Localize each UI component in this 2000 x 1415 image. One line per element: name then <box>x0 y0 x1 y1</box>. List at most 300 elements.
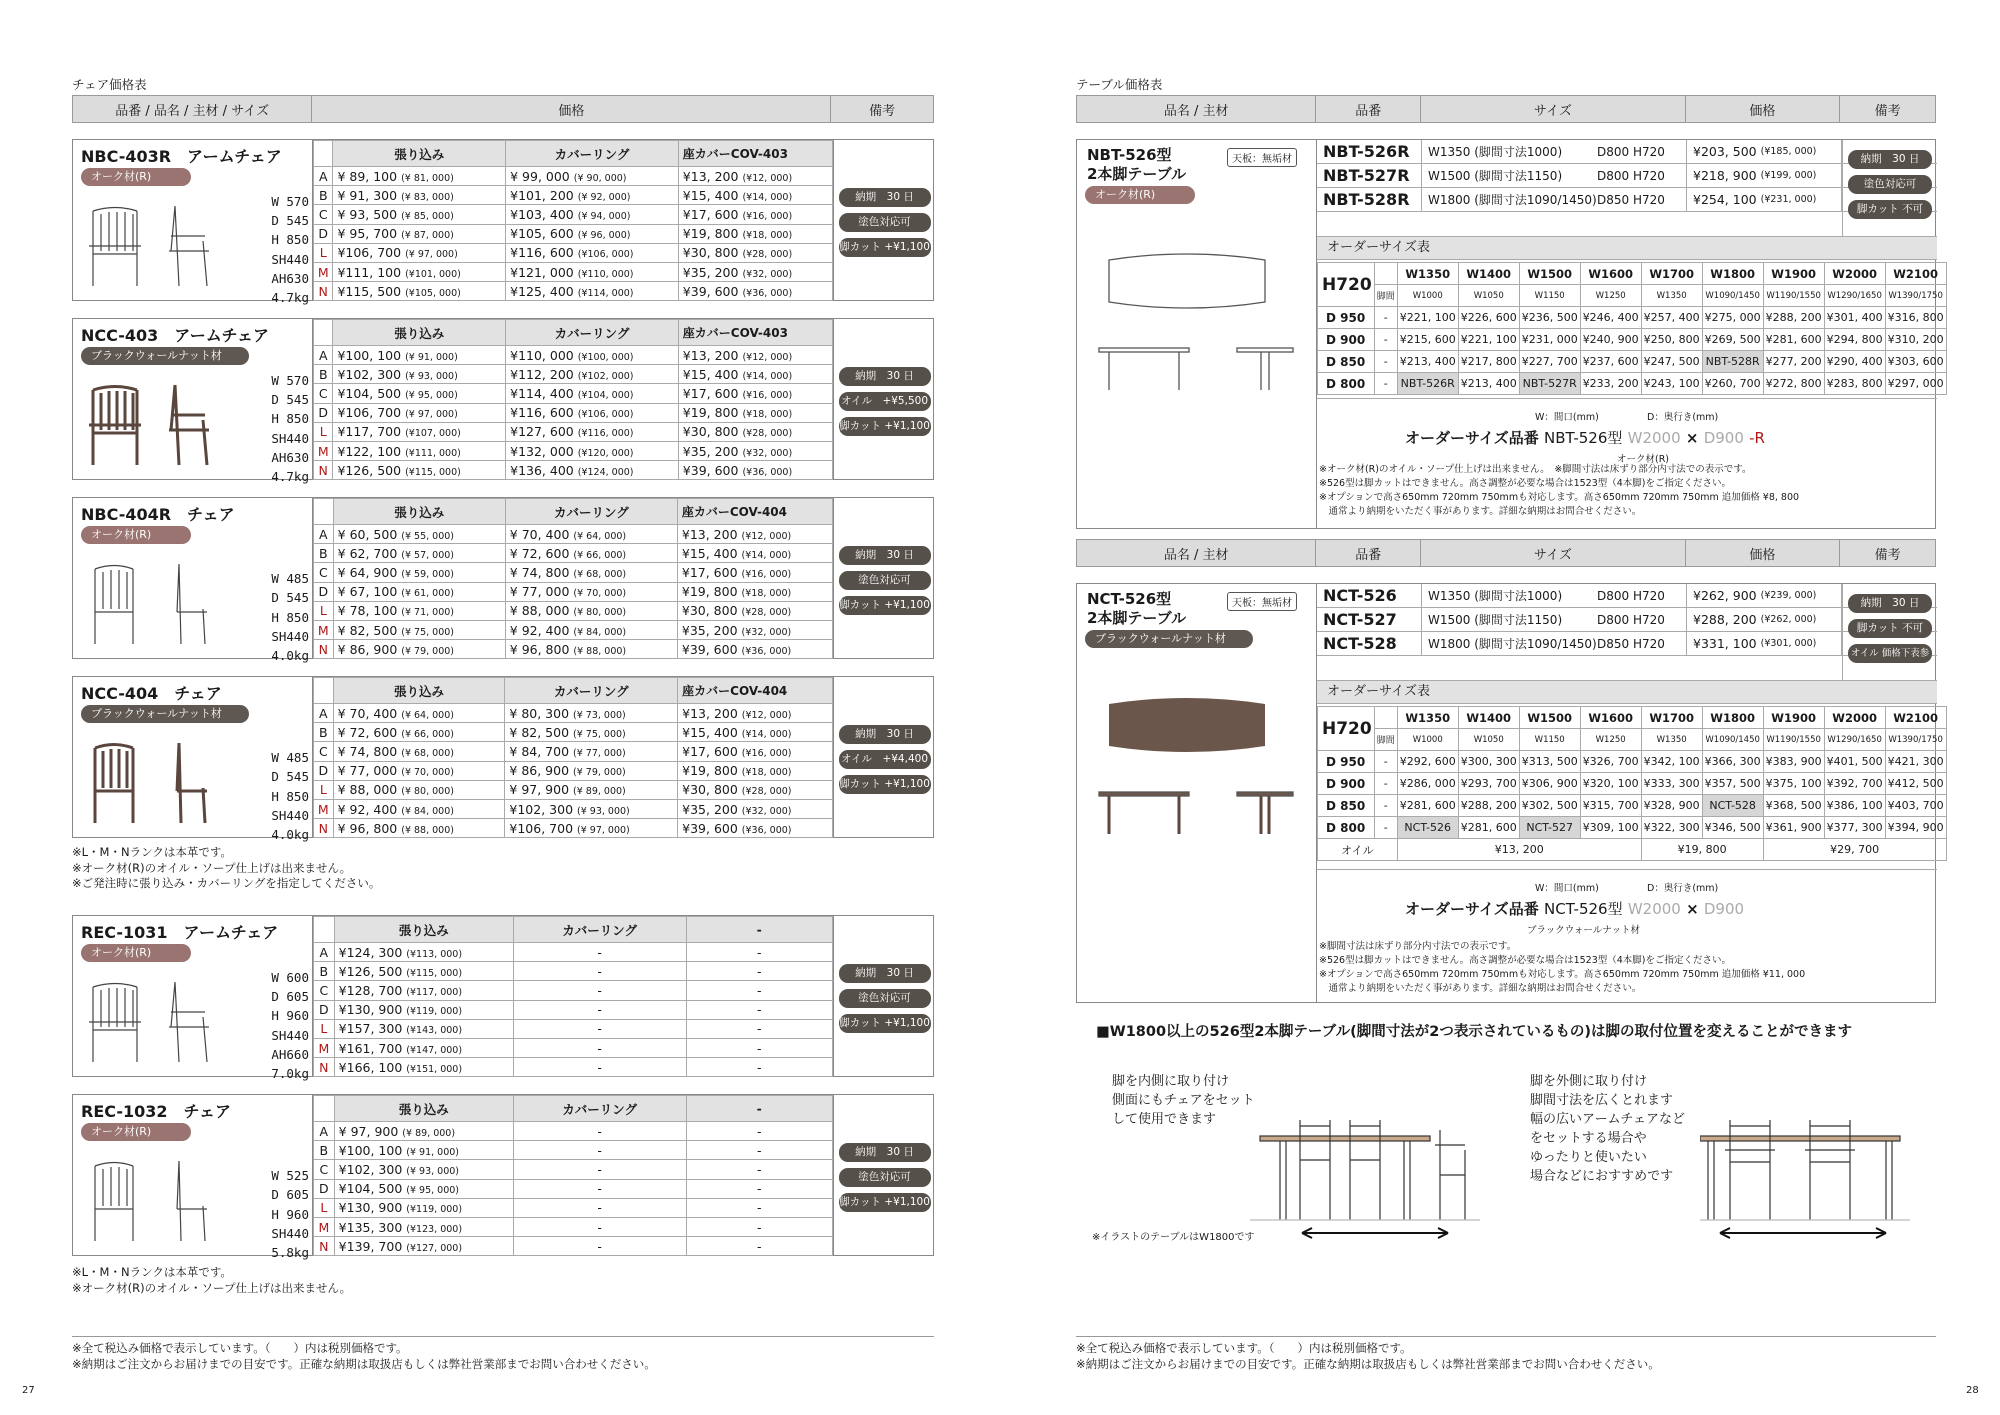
price-ex-tax: (¥ 80, 000) <box>573 607 627 619</box>
chair-illustration <box>83 196 218 296</box>
price: ¥331, 100 <box>1693 636 1757 651</box>
price-ex-tax: (¥ 90, 000) <box>573 172 627 184</box>
note-pill: 脚カット +¥1,100 <box>839 596 931 615</box>
price-row <box>314 544 833 563</box>
material-tag: オーク材(R) <box>81 944 191 962</box>
order-price: ¥236, 500 <box>1519 307 1580 329</box>
table-notes <box>1319 463 1799 519</box>
order-price: ¥290, 400 <box>1824 351 1885 373</box>
order-price: ¥346, 500 <box>1702 817 1763 839</box>
spec-line: D 545 <box>271 590 309 606</box>
price-ex-tax: (¥ 91, 000) <box>405 351 458 363</box>
price: ¥126, 500 <box>338 963 403 979</box>
price-ex-tax: (¥ 70, 000) <box>401 767 454 779</box>
order-price: - <box>1374 373 1397 395</box>
chair-specs <box>243 1166 309 1262</box>
rank-label: L <box>314 1019 335 1038</box>
order-price: ¥286, 000 <box>1397 773 1458 795</box>
price: ¥115, 500 <box>337 283 402 299</box>
order-depth: D900 <box>1703 900 1745 918</box>
width-header: W1400 <box>1458 707 1519 729</box>
inner-line: 側面にもチェアをセット <box>1112 1093 1255 1108</box>
order-price: ¥303, 600 <box>1885 351 1946 373</box>
price: - <box>597 1238 602 1254</box>
price: ¥106, 700 <box>509 820 574 836</box>
price: ¥132, 000 <box>510 443 574 459</box>
price: ¥ 92, 400 <box>337 801 398 817</box>
price: - <box>757 1161 762 1177</box>
spec-line: W 570 <box>271 194 309 209</box>
width-header: W1700 <box>1641 263 1702 285</box>
chair-remarks <box>833 677 935 837</box>
order-price: ¥316, 800 <box>1885 307 1946 329</box>
rank-label: N <box>314 1237 335 1256</box>
order-price: ¥277, 200 <box>1763 351 1824 373</box>
order-price: ¥283, 800 <box>1824 373 1885 395</box>
rank-label: B <box>314 186 333 205</box>
spec-line: 5.8kg <box>271 1245 309 1260</box>
note-pill: 塗色対応可 <box>839 989 931 1008</box>
header-col: 品名 / 主材 <box>1077 540 1316 566</box>
price-ex-tax: (¥12, 000) <box>742 351 793 363</box>
leg-gap: W1290/1650 <box>1824 729 1885 751</box>
order-price: ¥250, 800 <box>1641 329 1702 351</box>
rank-label: M <box>314 620 334 639</box>
price-ex-tax: (¥28, 000) <box>741 786 792 798</box>
price-row <box>314 601 833 620</box>
order-price: ¥257, 400 <box>1641 307 1702 329</box>
price-ex-tax: (¥18, 000) <box>742 230 793 242</box>
price-col-header: カバーリング <box>505 499 677 525</box>
table-name: NCT-526型 <box>1087 590 1172 608</box>
header-col: 備考 <box>869 103 896 119</box>
order-price: ¥333, 300 <box>1641 773 1702 795</box>
inner-width-arrow <box>1300 1226 1450 1240</box>
spec-line: AH630 <box>271 449 309 465</box>
chair-notes-1 <box>72 845 380 892</box>
chair-section-title: チェア価格表 <box>72 77 147 92</box>
order-suffix: -R <box>1749 429 1765 447</box>
price: ¥ 86, 900 <box>337 641 398 657</box>
price: ¥135, 300 <box>338 1219 403 1235</box>
width-header: W1900 <box>1763 707 1824 729</box>
price: ¥ 72, 600 <box>509 545 570 561</box>
price-ex-tax: (¥119, 000) <box>406 1204 463 1216</box>
outer-leg-illustration <box>1700 1100 1910 1240</box>
price: ¥102, 300 <box>338 1161 403 1177</box>
price-col-header: - <box>686 1096 832 1122</box>
rank-label: A <box>314 525 334 544</box>
table-name: NBT-526型 <box>1087 146 1172 164</box>
width-header: W1500 <box>1519 707 1580 729</box>
note-pill: 納期 30 日 <box>1848 594 1932 613</box>
price-col-header: 座カバーCOV-403 <box>678 141 832 167</box>
leg-gap: W1150 <box>1519 285 1580 307</box>
order-price: ¥294, 800 <box>1824 329 1885 351</box>
order-price: NCT-528 <box>1702 795 1763 817</box>
price: - <box>757 982 762 998</box>
leg-gap: W1350 <box>1641 285 1702 307</box>
product-size: W1500 (脚間寸法1150) <box>1428 613 1563 627</box>
price-ex-tax: (¥ 80, 000) <box>401 786 454 798</box>
order-price: ¥292, 600 <box>1397 751 1458 773</box>
depth-annotation: D：奥行き(mm) <box>1647 883 1719 894</box>
price: - <box>597 1200 602 1216</box>
leg-gap: W1000 <box>1397 285 1458 307</box>
oil-price: ¥29, 700 <box>1763 839 1946 861</box>
note-pill: 脚カット +¥1,100 <box>839 1193 931 1212</box>
price: ¥19, 800 <box>682 405 739 421</box>
chair-block <box>72 139 934 306</box>
spec-line: 7.0kg <box>271 1066 309 1082</box>
price-ex-tax: (¥ 64, 000) <box>401 709 454 721</box>
price-ex-tax: (¥ 89, 000) <box>402 1127 456 1139</box>
price-ex-tax: (¥16, 000) <box>742 389 793 401</box>
rank-label: C <box>314 384 333 403</box>
header-col: 品番 <box>1316 96 1421 122</box>
order-price: ¥240, 900 <box>1580 329 1641 351</box>
note-line: ※L・M・Nランクは本革です。 <box>72 845 232 859</box>
leg-gap: W1090/1450 <box>1702 729 1763 751</box>
rank-label: D <box>314 224 333 243</box>
price: ¥30, 800 <box>682 424 739 440</box>
price-ex-tax: (¥28, 000) <box>742 428 793 440</box>
rank-label: D <box>314 761 334 780</box>
price-ex-tax: (¥113, 000) <box>406 948 463 960</box>
order-row <box>1318 329 1947 351</box>
price-row <box>314 1179 833 1198</box>
price: ¥ 99, 000 <box>510 168 570 184</box>
note-line: ※L・M・Nランクは本革です。 <box>72 1265 232 1279</box>
product-code: NBT-526R <box>1317 140 1422 163</box>
order-price: ¥386, 100 <box>1824 795 1885 817</box>
price: - <box>757 1238 762 1254</box>
price: ¥30, 800 <box>682 245 739 261</box>
order-price: ¥320, 100 <box>1580 773 1641 795</box>
order-row <box>1318 751 1947 773</box>
price: ¥101, 200 <box>510 187 574 203</box>
note-line: ※オーク材(R)のオイル・ソープ仕上げは出来ません。 <box>72 860 352 875</box>
price-ex-tax: (¥239, 000) <box>1760 590 1817 601</box>
table-name-2: 2本脚テーブル <box>1087 609 1187 627</box>
inner-leg-illustration <box>1250 1100 1480 1240</box>
price-ex-tax: (¥ 84, 000) <box>401 805 454 817</box>
rank-label: M <box>314 262 333 281</box>
depth-label: D 800 <box>1318 817 1375 839</box>
order-price: - <box>1374 773 1397 795</box>
material-annotation: ブラックウォールナット材 <box>1527 925 1641 936</box>
note-line: ※オプションで高さ650mm 720mm 750mmも対応します。高さ650mm 720mm 750mm 追加価格 ¥8, 800 <box>1319 492 1800 503</box>
price-row <box>314 742 833 761</box>
price: - <box>597 963 602 979</box>
table-remarks <box>1842 140 1937 236</box>
price: ¥35, 200 <box>682 801 738 817</box>
price-col-header: 座カバーCOV-404 <box>678 678 833 704</box>
order-price: ¥300, 300 <box>1458 751 1519 773</box>
price-row <box>314 563 833 582</box>
table-illustration <box>1097 250 1307 390</box>
note-pill: 脚カット 不可 <box>1848 200 1932 219</box>
product-code: NCT-526 <box>1317 584 1422 607</box>
order-price: ¥221, 100 <box>1397 307 1458 329</box>
price-ex-tax: (¥107, 000) <box>405 428 461 440</box>
order-price: ¥231, 000 <box>1519 329 1580 351</box>
price: ¥ 74, 800 <box>337 743 398 759</box>
note-pill: 脚カット 不可 <box>1848 619 1932 638</box>
width-annotation: W：間口(mm) <box>1535 883 1599 894</box>
header-col: サイズ <box>1421 96 1685 122</box>
chair-info <box>73 140 313 306</box>
product-size: W1800 (脚間寸法1090/1450) <box>1428 193 1597 207</box>
price-ex-tax: (¥32, 000) <box>741 805 792 817</box>
price-row <box>314 262 833 281</box>
product-code: NCT-527 <box>1317 608 1422 631</box>
rank-label: A <box>314 704 334 723</box>
rank-label: B <box>314 1141 335 1160</box>
order-price: ¥288, 200 <box>1458 795 1519 817</box>
rank-label: C <box>314 1160 335 1179</box>
price-row <box>314 1000 833 1019</box>
price-col-header: カバーリング <box>506 320 679 346</box>
order-price: ¥357, 500 <box>1702 773 1763 795</box>
chair-name: NBC-404R チェア <box>81 505 235 524</box>
rank-label: M <box>314 799 334 818</box>
price-ex-tax: (¥36, 000) <box>742 466 793 478</box>
price-row <box>314 525 833 544</box>
price-row <box>314 582 833 601</box>
rank-label: A <box>314 943 335 962</box>
order-price: ¥313, 500 <box>1519 751 1580 773</box>
rank-label: B <box>314 962 335 981</box>
price: ¥116, 600 <box>510 405 574 421</box>
note-pill: 納期 30 日 <box>839 546 931 565</box>
chair-block <box>72 318 934 485</box>
price-ex-tax: (¥143, 000) <box>406 1025 463 1037</box>
price: ¥39, 600 <box>682 462 739 478</box>
price-ex-tax: (¥12, 000) <box>742 172 793 184</box>
price: ¥17, 600 <box>682 385 739 401</box>
price: ¥106, 700 <box>337 405 402 421</box>
product-depth: D800 H720 <box>1597 164 1687 187</box>
price: - <box>757 1181 762 1197</box>
order-code-label: オーダーサイズ品番 <box>1405 900 1539 918</box>
price: - <box>597 1123 602 1139</box>
leg-position-title: ■W1800以上の526型2本脚テーブル(脚間寸法が2つ表示されているもの)は脚の取付位置を変えることができます <box>1096 1024 1852 1040</box>
note-pill: オイル +¥5,500 <box>839 392 931 411</box>
rank-label: D <box>314 1000 335 1019</box>
chair-price-table <box>313 1095 833 1256</box>
price-ex-tax: (¥ 64, 000) <box>573 530 627 542</box>
price: ¥288, 200 <box>1693 612 1757 627</box>
order-size-table <box>1317 706 1947 861</box>
price-ex-tax: (¥16, 000) <box>742 210 793 222</box>
spec-line: W 485 <box>271 750 309 766</box>
price-ex-tax: (¥151, 000) <box>406 1063 463 1075</box>
price: ¥ 67, 100 <box>337 584 398 600</box>
price: - <box>757 1040 762 1056</box>
footer-line: ※全て税込み価格で表示しています。（ ）内は税別価格です。 <box>1076 1341 1412 1355</box>
note-line: 通常より納期をいただく事があります。詳細な納期はお問合せください。 <box>1319 506 1642 517</box>
price: - <box>757 1021 762 1037</box>
price-col-header: - <box>686 917 832 943</box>
price-ex-tax: (¥ 92, 000) <box>577 191 631 203</box>
price-ex-tax: (¥ 75, 000) <box>573 728 626 740</box>
rank-label: A <box>314 346 333 365</box>
width-header: W2000 <box>1824 707 1885 729</box>
table-info <box>1077 584 1317 1002</box>
price-ex-tax: (¥ 87, 000) <box>401 230 454 242</box>
note-pill: 納期 30 日 <box>839 964 931 983</box>
price: - <box>597 944 602 960</box>
outer-line: をセットする場合や <box>1530 1131 1647 1146</box>
chair-specs <box>243 192 309 307</box>
order-price: ¥281, 600 <box>1763 329 1824 351</box>
price-ex-tax: (¥ 73, 000) <box>573 709 626 721</box>
price-ex-tax: (¥12, 000) <box>741 530 792 542</box>
chair-notes-2 <box>72 1265 351 1296</box>
price: ¥17, 600 <box>682 206 739 222</box>
spec-line: AH630 <box>271 270 309 286</box>
spec-line: SH440 <box>271 1225 309 1241</box>
note-pill: 塗色対応可 <box>839 571 931 590</box>
width-header: W1600 <box>1580 707 1641 729</box>
price-row <box>314 704 833 723</box>
price-row <box>314 167 833 186</box>
price: - <box>597 1040 602 1056</box>
price-ex-tax: (¥101, 000) <box>405 268 461 280</box>
price-row <box>314 205 833 224</box>
height-label: H720 <box>1318 707 1375 751</box>
outer-line: 脚を外側に取り付け <box>1530 1074 1648 1089</box>
rank-label: N <box>314 1058 335 1077</box>
leg-gap: W1250 <box>1580 285 1641 307</box>
rank-label: N <box>314 819 334 838</box>
price: ¥ 62, 700 <box>337 545 398 561</box>
price-row <box>314 1237 833 1256</box>
price-ex-tax: (¥18, 000) <box>741 588 792 600</box>
order-price: ¥233, 200 <box>1580 373 1641 395</box>
material-tag: オーク材(R) <box>81 168 191 186</box>
order-price: - <box>1374 307 1397 329</box>
width-header: W1500 <box>1519 263 1580 285</box>
price: ¥19, 800 <box>682 763 738 779</box>
price-ex-tax: (¥114, 000) <box>577 287 634 299</box>
price-ex-tax: (¥ 77, 000) <box>573 747 626 759</box>
price: ¥ 60, 500 <box>337 526 398 542</box>
chair-table-header <box>72 95 934 123</box>
price-row <box>314 1019 833 1038</box>
chair-block <box>72 497 934 663</box>
chair-remarks <box>833 916 935 1076</box>
order-price: ¥366, 300 <box>1702 751 1763 773</box>
outer-width-arrow <box>1718 1226 1888 1240</box>
price-ex-tax: (¥127, 000) <box>406 1242 463 1254</box>
note-pill: 脚カット +¥1,100 <box>839 238 931 257</box>
spacer <box>1317 656 1842 680</box>
note-pill: 納期 30 日 <box>839 1143 931 1162</box>
price-ex-tax: (¥32, 000) <box>742 268 793 280</box>
order-times: × <box>1685 429 1699 447</box>
price-ex-tax: (¥ 91, 000) <box>406 1146 460 1158</box>
order-price: ¥368, 500 <box>1763 795 1824 817</box>
price: ¥100, 100 <box>338 1142 403 1158</box>
note-pill: 納期 30 日 <box>839 188 931 207</box>
order-price: ¥315, 700 <box>1580 795 1641 817</box>
chair-illustration <box>83 1151 218 1251</box>
price-col-header: 張り込み <box>334 917 513 943</box>
chair-remarks <box>833 319 935 479</box>
note-pill: 塗色対応可 <box>1848 175 1932 194</box>
order-price: ¥361, 900 <box>1763 817 1824 839</box>
chair-block <box>72 915 934 1082</box>
price-ex-tax: (¥ 75, 000) <box>401 626 455 638</box>
order-price: ¥243, 100 <box>1641 373 1702 395</box>
price: ¥130, 900 <box>338 1200 403 1216</box>
rank-label: L <box>314 422 333 441</box>
price: ¥30, 800 <box>682 782 738 798</box>
material-tag: ブラックウォールナット材 <box>1085 630 1253 648</box>
table-name-2: 2本脚テーブル <box>1087 165 1187 183</box>
leg-gap: W1290/1650 <box>1824 285 1885 307</box>
price-row <box>314 403 833 422</box>
rank-label: N <box>314 461 333 480</box>
price-col-header: カバーリング <box>513 917 686 943</box>
note-line: ※オーク材(R)のオイル・ソープ仕上げは出来ません。 ※脚間寸法は床ずり部分内寸法での表示です。 <box>1319 464 1752 475</box>
chair-name: REC-1031 アームチェア <box>81 923 279 942</box>
header-col: 品番 / 品名 / 主材 / サイズ <box>73 96 312 122</box>
price-ex-tax: (¥ 97, 000) <box>405 249 458 261</box>
width-header: W1800 <box>1702 707 1763 729</box>
price-ex-tax: (¥14, 000) <box>742 191 793 203</box>
chair-info <box>73 319 313 485</box>
order-row <box>1318 795 1947 817</box>
price: ¥ 92, 400 <box>509 622 570 638</box>
order-price: - <box>1374 329 1397 351</box>
product-depth: D850 H720 <box>1597 632 1687 655</box>
order-price: ¥288, 200 <box>1763 307 1824 329</box>
price: - <box>597 1021 602 1037</box>
price: - <box>757 1059 762 1075</box>
order-price: ¥293, 700 <box>1458 773 1519 795</box>
price-ex-tax: (¥ 88, 000) <box>573 645 627 657</box>
order-price: - <box>1374 795 1397 817</box>
price: ¥ 84, 700 <box>509 743 570 759</box>
price-ex-tax: (¥18, 000) <box>741 767 792 779</box>
outer-line: 場合などにおすすめです <box>1530 1169 1674 1184</box>
width-header: W2000 <box>1824 263 1885 285</box>
price: ¥39, 600 <box>682 283 739 299</box>
order-price: - <box>1374 751 1397 773</box>
chair-name: NCC-403 アームチェア <box>81 326 270 345</box>
order-price: ¥310, 200 <box>1885 329 1946 351</box>
order-price: - <box>1374 817 1397 839</box>
price-row <box>314 1160 833 1179</box>
price: ¥116, 600 <box>510 245 574 261</box>
order-price: NBT-527R <box>1519 373 1580 395</box>
rank-label: N <box>314 640 334 659</box>
price-ex-tax: (¥32, 000) <box>741 626 792 638</box>
order-price: ¥215, 600 <box>1397 329 1458 351</box>
price: ¥203, 500 <box>1693 144 1757 159</box>
order-width: W2000 <box>1627 900 1681 918</box>
depth-label: D 950 <box>1318 307 1375 329</box>
spec-line: SH440 <box>271 251 309 267</box>
header-col: 備考 <box>1874 547 1901 563</box>
price: ¥102, 300 <box>337 366 402 382</box>
chair-specs <box>243 748 309 844</box>
price: ¥ 77, 000 <box>509 584 570 600</box>
inner-line: して使用できます <box>1112 1112 1217 1127</box>
